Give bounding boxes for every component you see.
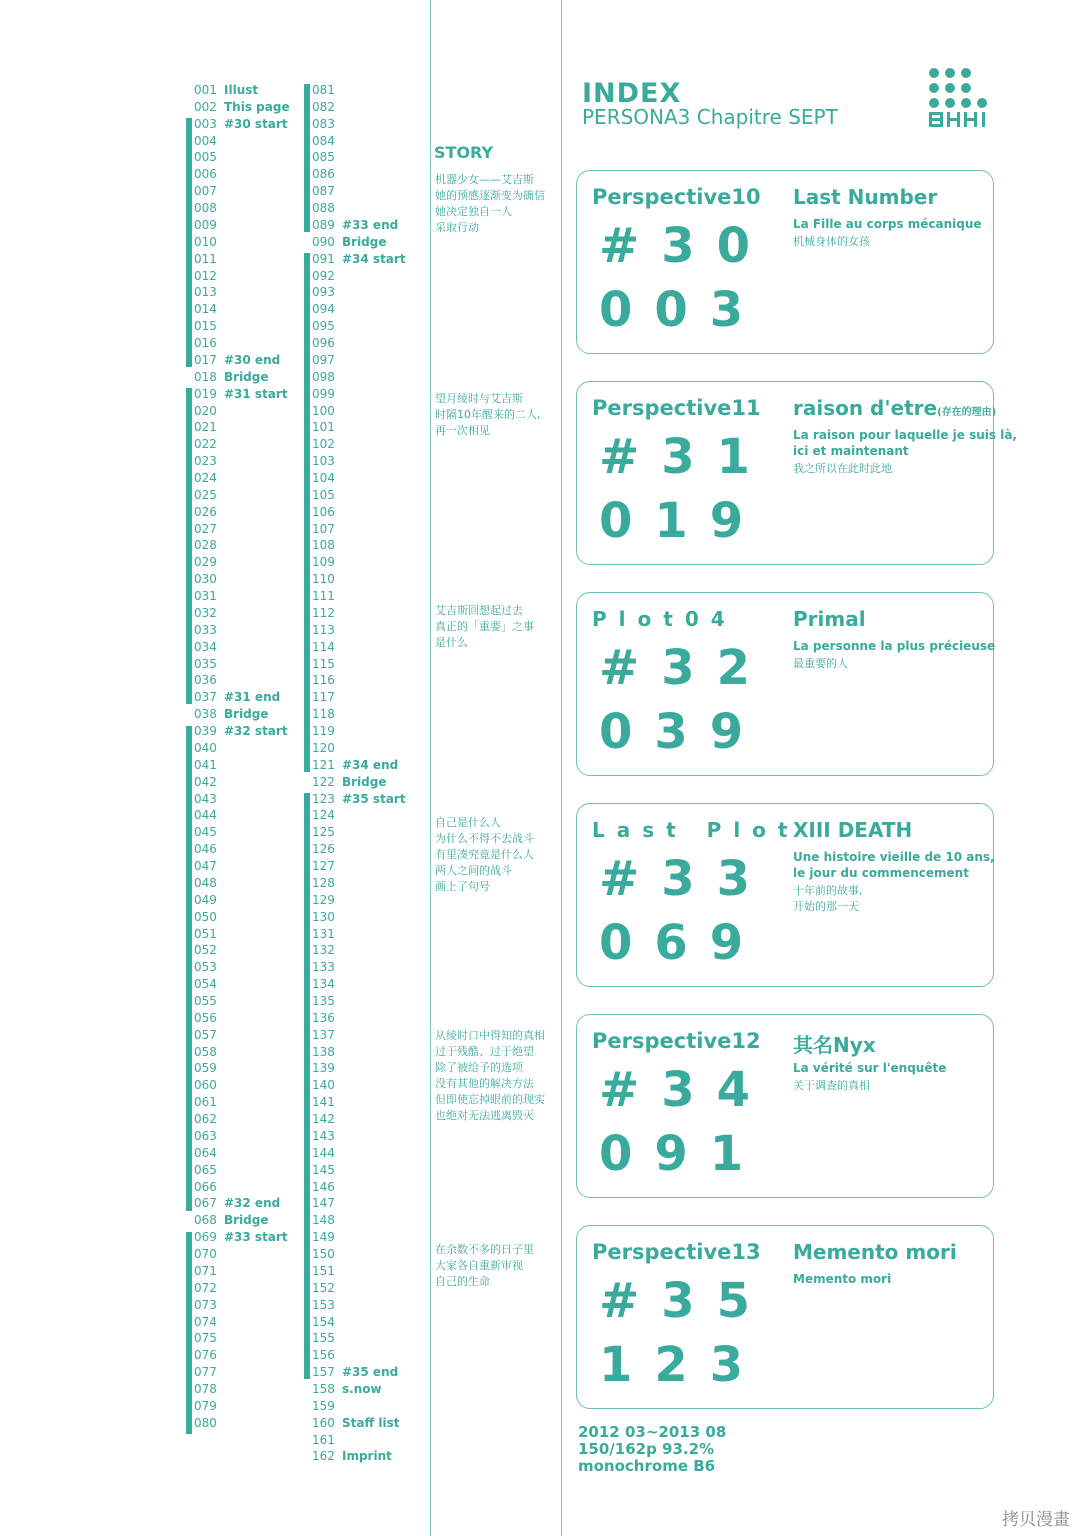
page-number: 086 <box>312 167 335 182</box>
story-line: 真正的「重要」之事 <box>435 620 534 633</box>
story-line: 望月绫时与艾吉斯 <box>435 392 523 405</box>
story-line: 也绝对无法逃离毁灭 <box>435 1109 534 1122</box>
page-number: 143 <box>312 1128 335 1143</box>
page-number: 002 <box>194 99 217 114</box>
chapter-perspective: Perspective11 <box>592 396 761 420</box>
page-number: 119 <box>312 724 335 739</box>
page-number: 027 <box>194 521 217 536</box>
page-number: 037 <box>194 690 217 705</box>
chinese-line: 我之所以在此时此地 <box>793 462 892 475</box>
page-number: 137 <box>312 1027 335 1042</box>
page-number: 110 <box>312 572 335 587</box>
publication-info <box>578 1424 726 1475</box>
page-number: 112 <box>312 605 335 620</box>
story-line: 她决定独自一人 <box>435 205 512 218</box>
page-number: 071 <box>194 1263 217 1278</box>
page-number: 061 <box>194 1095 217 1110</box>
page-number: 056 <box>194 1010 217 1025</box>
chinese-subtitle <box>793 461 892 477</box>
watermark: 拷贝漫畫 <box>1002 1510 1070 1530</box>
chinese-subtitle <box>793 234 870 250</box>
page-number: 029 <box>194 555 217 570</box>
page-label: Bridge <box>224 707 269 722</box>
chapter-perspective: Plot04 <box>592 607 737 631</box>
story-line: 从绫时口中得知的真相 <box>435 1029 545 1042</box>
page-number: 132 <box>312 943 335 958</box>
page-number: 053 <box>194 960 217 975</box>
page-number: 098 <box>312 369 335 384</box>
page-label: #35 end <box>342 1365 399 1380</box>
story-line: 采取行动 <box>435 221 479 234</box>
story-synopsis <box>435 172 545 236</box>
page-number: 151 <box>312 1263 335 1278</box>
french-subtitle <box>793 1271 891 1287</box>
page-number: 076 <box>194 1348 217 1363</box>
page-number: 134 <box>312 977 335 992</box>
story-line: 两人之间的战斗 <box>435 864 512 877</box>
page-number: 149 <box>312 1230 335 1245</box>
french-line: Une histoire vieille de 10 ans, <box>793 850 995 864</box>
page-number: 152 <box>312 1280 335 1295</box>
page-number: 144 <box>312 1145 335 1160</box>
page-number: 043 <box>194 791 217 806</box>
page-label: #30 start <box>224 116 288 131</box>
page-number: 101 <box>312 420 335 435</box>
page-label: s.now <box>342 1381 382 1396</box>
chapter-bar-30 <box>186 118 192 367</box>
page-number: 131 <box>312 926 335 941</box>
chinese-line: 十年前的故事, <box>793 884 863 897</box>
chapter-title <box>793 607 866 631</box>
chapter-title-text: Last Number <box>793 185 938 209</box>
page-number: 084 <box>312 133 335 148</box>
chapter-bar-32 <box>186 726 192 1211</box>
page-number: 033 <box>194 622 217 637</box>
page-number: 062 <box>194 1112 217 1127</box>
story-synopsis <box>435 603 534 651</box>
page-number: 072 <box>194 1280 217 1295</box>
page-number: 095 <box>312 319 335 334</box>
story-heading: STORY <box>434 143 494 162</box>
page-number: 018 <box>194 369 217 384</box>
start-page: 091 <box>599 1126 766 1182</box>
page-number: 123 <box>312 791 335 806</box>
page-number: 128 <box>312 875 335 890</box>
french-line: ici et maintenant <box>793 444 909 458</box>
page-number: 103 <box>312 454 335 469</box>
chapter-perspective: Perspective10 <box>592 185 761 209</box>
page-label: Bridge <box>224 369 269 384</box>
page-number: 108 <box>312 538 335 553</box>
story-synopsis <box>435 391 541 439</box>
story-line: 过于残酷、过于绝望 <box>435 1045 534 1058</box>
page-number: 009 <box>194 217 217 232</box>
page-label: #34 end <box>342 757 399 772</box>
chapter-bar-34 <box>304 253 310 772</box>
story-line: 画上了句号 <box>435 880 490 893</box>
page-number: 017 <box>194 352 217 367</box>
page-number: 012 <box>194 268 217 283</box>
page-number: 136 <box>312 1010 335 1025</box>
page-number: 003 <box>194 116 217 131</box>
page-label: #31 start <box>224 386 288 401</box>
page-label: #33 start <box>224 1230 288 1245</box>
page-label: #33 end <box>342 217 399 232</box>
page-number: 021 <box>194 420 217 435</box>
story-line: 再一次相见 <box>435 424 490 437</box>
page-number: 120 <box>312 740 335 755</box>
chapter-perspective: Perspective13 <box>592 1240 761 1264</box>
story-line: 自己的生命 <box>435 1275 490 1288</box>
page-number: 145 <box>312 1162 335 1177</box>
page-number: 050 <box>194 909 217 924</box>
chapter-bar-33b <box>304 84 310 232</box>
page-number: 059 <box>194 1061 217 1076</box>
page-number: 015 <box>194 319 217 334</box>
page-number: 067 <box>194 1196 217 1211</box>
page-number: 034 <box>194 639 217 654</box>
page-label: #31 end <box>224 690 281 705</box>
page-number: 078 <box>194 1381 217 1396</box>
chapter-number: #31 <box>599 429 773 485</box>
page-number: 109 <box>312 555 335 570</box>
page-number: 162 <box>312 1449 335 1464</box>
page-number: 065 <box>194 1162 217 1177</box>
page-number: 111 <box>312 589 335 604</box>
start-page: 069 <box>599 915 766 971</box>
page-number: 146 <box>312 1179 335 1194</box>
format-info: monochrome B6 <box>578 1457 716 1475</box>
page-number: 158 <box>312 1381 335 1396</box>
index-title: INDEX <box>582 78 682 109</box>
page-label: Bridge <box>342 774 387 789</box>
story-line: 有里凑究竟是什么人 <box>435 848 534 861</box>
story-line: 但即使忘掉眼前的现实 <box>435 1093 545 1106</box>
page-number: 064 <box>194 1145 217 1160</box>
page-number: 104 <box>312 471 335 485</box>
page-number: 130 <box>312 909 335 924</box>
page-number: 040 <box>194 740 217 755</box>
page-number: 156 <box>312 1348 335 1363</box>
page-number: 124 <box>312 808 335 823</box>
page-number: 035 <box>194 656 217 671</box>
french-subtitle <box>793 1060 946 1076</box>
chapter-card <box>576 381 1017 565</box>
page-number: 058 <box>194 1044 217 1059</box>
page-number: 039 <box>194 724 217 739</box>
page-label: Staff list <box>342 1415 400 1430</box>
chinese-line: 开始的那一天 <box>793 900 859 913</box>
page-label: #32 start <box>224 724 288 739</box>
chapter-number: #30 <box>599 218 773 274</box>
page-label: #30 end <box>224 352 281 367</box>
page-number: 013 <box>194 285 217 300</box>
page-number: 100 <box>312 403 335 418</box>
page-number: 055 <box>194 993 217 1008</box>
page-number: 077 <box>194 1365 217 1380</box>
page-number: 014 <box>194 302 217 317</box>
page-number: 153 <box>312 1297 335 1312</box>
page-number: 092 <box>312 268 335 283</box>
page-number: 025 <box>194 487 217 502</box>
page-number: 001 <box>194 83 217 97</box>
page-number: 107 <box>312 521 335 536</box>
page-number: 074 <box>194 1314 217 1329</box>
start-page: 019 <box>599 493 766 549</box>
date-range: 2012 03~2013 08 <box>578 1423 727 1441</box>
page-number: 096 <box>312 336 335 351</box>
chapter-title <box>793 1240 957 1264</box>
chapter-title <box>793 1029 876 1058</box>
page-label: Imprint <box>342 1449 392 1464</box>
divider-line-right <box>561 0 562 1536</box>
page-label: Bridge <box>224 1213 269 1228</box>
story-line: 大家各自重新审视 <box>435 1259 523 1272</box>
page-number: 005 <box>194 150 217 165</box>
page-label: #34 start <box>342 251 406 266</box>
page-number: 127 <box>312 859 335 874</box>
page-number: 041 <box>194 757 217 772</box>
page-number: 023 <box>194 454 217 469</box>
page-number: 063 <box>194 1128 217 1143</box>
page-number: 133 <box>312 960 335 975</box>
page-number: 048 <box>194 875 217 890</box>
story-line: 除了被给予的选项 <box>435 1061 523 1074</box>
page-number: 117 <box>312 690 335 705</box>
page-number: 026 <box>194 504 217 519</box>
page-label: #32 end <box>224 1196 281 1211</box>
page-number: 140 <box>312 1078 335 1093</box>
page-number: 097 <box>312 352 335 367</box>
story-line: 自己是什么人 <box>435 816 501 829</box>
page-number: 079 <box>194 1398 217 1413</box>
page-number: 121 <box>312 757 335 772</box>
french-subtitle <box>793 638 995 654</box>
page-number: 060 <box>194 1078 217 1093</box>
chapter-title-text: raison d'etre <box>793 396 938 420</box>
page-number: 160 <box>312 1415 335 1430</box>
page-number: 106 <box>312 504 335 519</box>
page-number: 087 <box>312 184 335 199</box>
chinese-line: 关于调查的真相 <box>793 1079 870 1092</box>
chapter-title-text: Primal <box>793 607 866 631</box>
story-synopsis <box>435 815 534 895</box>
page-number: 114 <box>312 639 335 654</box>
page-number: 105 <box>312 487 335 502</box>
chapter-title-text: Memento mori <box>793 1240 957 1264</box>
start-page: 003 <box>599 282 766 338</box>
page-number: 088 <box>312 201 335 216</box>
story-line: 为什么不得不去战斗 <box>435 832 534 845</box>
page-number: 125 <box>312 825 335 840</box>
page-number: 138 <box>312 1044 335 1059</box>
page-number: 075 <box>194 1331 217 1346</box>
page-number: 113 <box>312 622 335 637</box>
page-number: 102 <box>312 437 335 452</box>
page-number: 010 <box>194 234 217 249</box>
index-subtitle: PERSONA3 Chapitre SEPT <box>582 105 838 129</box>
chinese-line: 最重要的人 <box>793 657 848 670</box>
chapter-bar-31 <box>186 388 192 704</box>
page-number: 091 <box>312 251 335 266</box>
page-number: 006 <box>194 167 217 182</box>
page-number: 093 <box>312 285 335 300</box>
page-number: 068 <box>194 1213 217 1228</box>
page-number: 139 <box>312 1061 335 1076</box>
page-number: 122 <box>312 774 335 789</box>
page-number: 020 <box>194 403 217 418</box>
french-line: La vérité sur l'enquête <box>793 1061 947 1075</box>
chapter-number: #34 <box>599 1062 773 1118</box>
page-number: 154 <box>312 1314 335 1329</box>
story-line: 在余数不多的日子里 <box>435 1243 534 1256</box>
french-subtitle <box>793 427 1017 459</box>
chapter-title <box>793 396 996 420</box>
page-number: 008 <box>194 201 217 216</box>
page-number: 142 <box>312 1112 335 1127</box>
story-synopsis <box>435 1028 545 1124</box>
page-number: 044 <box>194 808 217 823</box>
story-line: 机器少女——艾吉斯 <box>435 173 534 186</box>
page-number: 147 <box>312 1196 335 1211</box>
page-number: 045 <box>194 825 217 840</box>
page-number: 150 <box>312 1247 335 1262</box>
french-line: le jour du commencement <box>793 866 969 880</box>
page-number: 089 <box>312 217 335 232</box>
page-number: 090 <box>312 234 335 249</box>
chapter-title-text: 其名Nyx <box>793 1033 876 1057</box>
page-number: 038 <box>194 707 217 722</box>
page-number: 094 <box>312 302 335 317</box>
page-number: 083 <box>312 116 335 131</box>
french-line: La raison pour laquelle je suis là, <box>793 428 1017 442</box>
story-line: 艾吉斯回想起过去 <box>435 604 523 617</box>
page-label: Bridge <box>342 234 387 249</box>
page-number: 073 <box>194 1297 217 1312</box>
page-number: 129 <box>312 892 335 907</box>
start-page: 123 <box>599 1337 766 1393</box>
page-label: Illust <box>224 83 259 97</box>
page-number: 115 <box>312 656 335 671</box>
chapter-title <box>793 818 912 842</box>
page-label: #35 start <box>342 791 406 806</box>
page-number: 159 <box>312 1398 335 1413</box>
story-line: 时隔10年醒来的二人, <box>435 408 541 421</box>
chapter-title <box>793 185 937 209</box>
page-number: 019 <box>194 386 217 401</box>
page-number: 157 <box>312 1365 335 1380</box>
chapter-bar-33a <box>186 1232 192 1434</box>
page-number: 080 <box>194 1415 217 1430</box>
chapter-card <box>576 592 994 776</box>
page-number: 036 <box>194 673 217 688</box>
page-number: 046 <box>194 842 217 857</box>
chapter-card <box>576 803 994 987</box>
page-number: 066 <box>194 1179 217 1194</box>
chapter-card <box>576 170 994 354</box>
publisher-logo <box>926 66 990 128</box>
story-line: 没有其他的解决方法 <box>435 1077 534 1090</box>
chinese-line: 机械身体的女孩 <box>793 235 870 248</box>
page-count: 150/162p 93.2% <box>578 1440 715 1458</box>
page-number: 052 <box>194 943 217 958</box>
page-number: 011 <box>194 251 217 266</box>
french-subtitle <box>793 216 982 232</box>
chapter-card <box>576 1014 994 1198</box>
page-number: 042 <box>194 774 217 789</box>
french-line: La personne la plus précieuse <box>793 639 996 653</box>
chapter-title-text: XIII DEATH <box>793 818 913 842</box>
page-number: 024 <box>194 471 217 485</box>
chinese-subtitle <box>793 656 848 672</box>
page-number: 070 <box>194 1247 217 1262</box>
start-page: 039 <box>599 704 766 760</box>
chapter-number: #33 <box>599 851 773 907</box>
page-number: 081 <box>312 83 335 97</box>
page-number: 016 <box>194 336 217 351</box>
french-line: La Fille au corps mécanique <box>793 217 982 231</box>
chapter-number: #32 <box>599 640 773 696</box>
page-number: 116 <box>312 673 335 688</box>
page-number: 004 <box>194 133 217 148</box>
page-number: 161 <box>312 1432 335 1447</box>
chapter-number: #35 <box>599 1273 773 1329</box>
chinese-subtitle <box>793 1078 870 1094</box>
page-number: 085 <box>312 150 335 165</box>
page-number: 054 <box>194 977 217 992</box>
page-number: 051 <box>194 926 217 941</box>
chinese-subtitle <box>793 883 863 915</box>
story-synopsis <box>435 1242 534 1290</box>
chapter-card <box>576 1225 994 1409</box>
page-number: 155 <box>312 1331 335 1346</box>
page-number: 030 <box>194 572 217 587</box>
french-line: Memento mori <box>793 1272 892 1286</box>
page-number: 032 <box>194 605 217 620</box>
chapter-bar-35 <box>304 793 310 1379</box>
story-line: 她的预感逐渐变为确信 <box>435 189 545 202</box>
page-number: 082 <box>312 99 335 114</box>
page-number: 022 <box>194 437 217 452</box>
page-number: 007 <box>194 184 217 199</box>
page-number: 135 <box>312 993 335 1008</box>
chapter-perspective: Perspective12 <box>592 1029 761 1053</box>
page-number: 028 <box>194 538 217 553</box>
page-number: 057 <box>194 1027 217 1042</box>
page-number: 126 <box>312 842 335 857</box>
page-number: 049 <box>194 892 217 907</box>
chapter-title-note: (存在的理由) <box>937 407 997 418</box>
page-number: 141 <box>312 1095 335 1110</box>
divider-line-left <box>430 0 431 1536</box>
page-number: 047 <box>194 859 217 874</box>
page-number: 031 <box>194 589 217 604</box>
page-number: 099 <box>312 386 335 401</box>
page-number: 148 <box>312 1213 335 1228</box>
page-number: 118 <box>312 707 335 722</box>
page-number: 069 <box>194 1230 217 1245</box>
french-subtitle <box>793 849 995 881</box>
chapter-perspective: Last Plot <box>592 818 800 842</box>
page-label: This page <box>224 99 290 114</box>
story-line: 是什么 <box>435 636 468 649</box>
